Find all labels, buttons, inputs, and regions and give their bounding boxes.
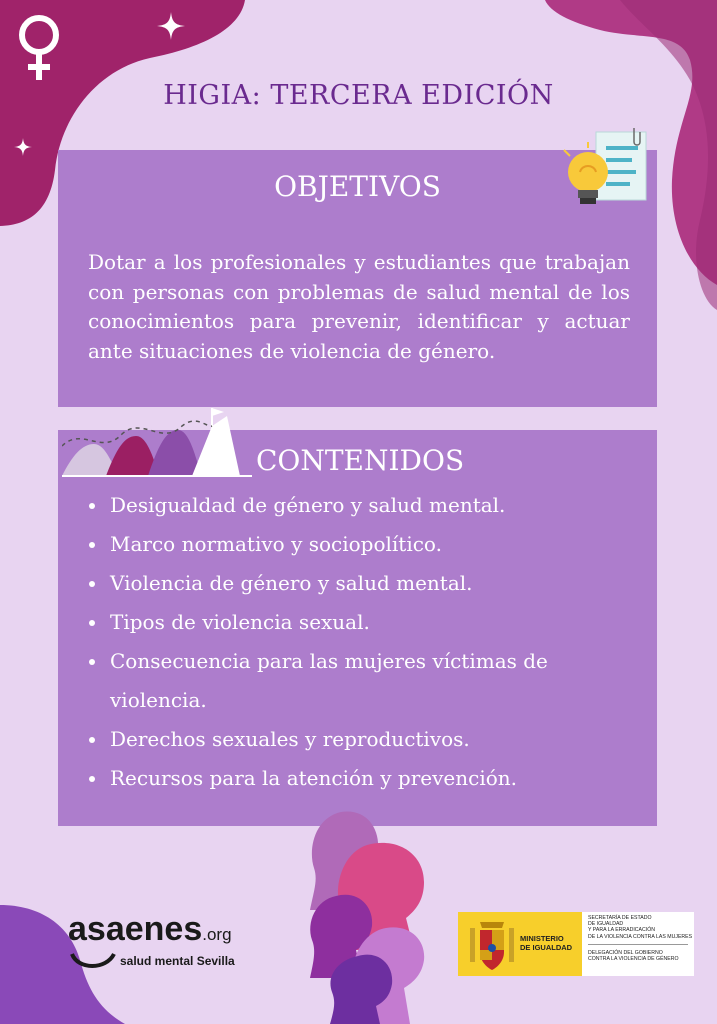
coat-of-arms-icon <box>468 918 516 972</box>
women-silhouettes-illustration <box>306 810 446 1024</box>
female-symbol-icon <box>14 12 64 84</box>
mountains-flag-icon <box>62 406 252 478</box>
list-item: • Tipos de violencia sexual. <box>108 603 648 642</box>
ministerio-logo: MINISTERIO DE IGUALDAD SECRETARÍA DE ESTADO DE IGUALDAD Y PARA LA ERRADICACIÓN DE LA VIOLENCIA CONTRA LAS MUJERES DELEGACIÓN DEL GOBIERNO CONTRA LA VIOLENCIA DE GÉNERO <box>458 912 694 976</box>
list-item: • Derechos sexuales y reproductivos. <box>108 720 648 759</box>
lightbulb-icon <box>560 128 650 210</box>
list-item: • Violencia de género y salud mental. <box>108 564 648 603</box>
delegacion-text: DELEGACIÓN DEL GOBIERNO CONTRA LA VIOLENCIA DE GÉNERO <box>588 950 679 963</box>
list-item: • Recursos para la atención y prevención. <box>108 759 648 798</box>
asaenes-domain: .org <box>202 925 232 944</box>
contenidos-heading: CONTENIDOS <box>256 444 465 477</box>
asaenes-logo <box>68 910 235 972</box>
list-item: • Marco normativo y sociopolítico. <box>108 525 648 564</box>
list-item: • Desigualdad de género y salud mental. <box>108 486 648 525</box>
asaenes-name: asaenes <box>68 910 203 948</box>
objetivos-heading: OBJETIVOS <box>274 170 441 203</box>
secretaria-text: SECRETARÍA DE ESTADO DE IGUALDAD Y PARA LA ERRADICACIÓN DE LA VIOLENCIA CONTRA LAS MUJERES <box>588 915 693 940</box>
list-item: • Consecuencia para las mujeres víctimas de violencia. <box>108 642 648 720</box>
objetivos-text: Dotar a los profesionales y estudiantes que trabajan con personas con problemas de salud mental de los conocimientos para prevenir, identificar y actuar ante situaciones de violencia de género. <box>88 250 630 363</box>
asaenes-tagline: salud mental Sevilla <box>120 954 235 968</box>
sparkle-icon <box>157 12 185 40</box>
contenidos-list <box>88 486 648 798</box>
smile-icon <box>68 952 118 972</box>
page-title: HIGIA: TERCERA EDICIÓN <box>163 80 554 111</box>
contenidos-panel <box>58 430 657 826</box>
sparkle-icon <box>14 138 32 156</box>
